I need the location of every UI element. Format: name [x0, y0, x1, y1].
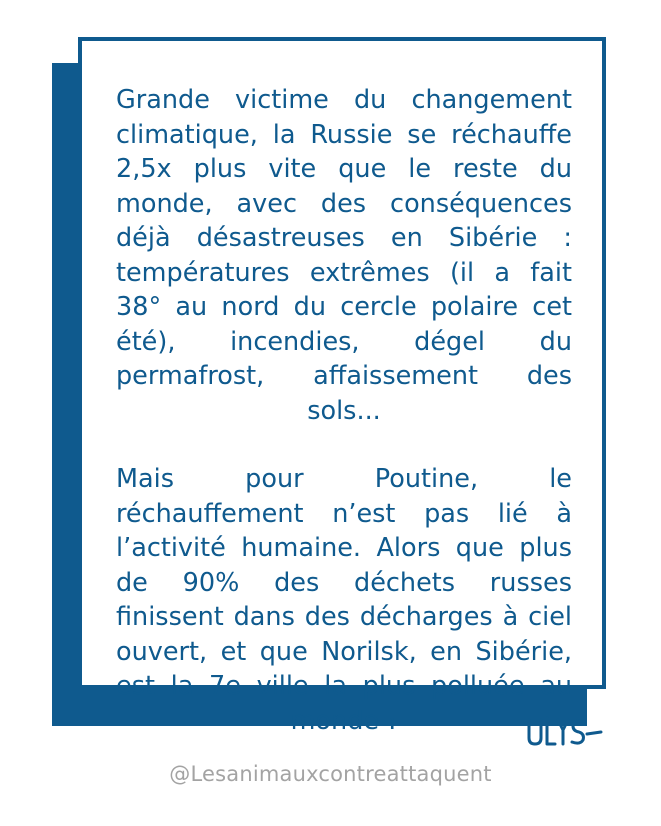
paragraph-putin: Mais pour Poutine, le réchauffement n’est pas lié à l’activité humaine. Alors que plus de 90% des déchets russes finissent dans des décharges à ciel ouvert, et que Norilsk, en Sibérie, est la 7e ville la plus polluée au monde ! — [116, 464, 572, 736]
paragraph-climate: Grande victime du changement climatique, la Russie se réchauffe 2,5x plus vite que le reste du monde, avec des conséquences déjà désastreuses en Sibérie : températures extrêmes (il a fait 38° au nord du cercle polaire cet été), incendies, dégel du permafrost, affaissement des sols... — [116, 85, 572, 426]
text-card — [78, 37, 606, 736]
social-handle: @Lesanimauxcontreattaquent — [169, 762, 492, 786]
signature-logo — [525, 712, 605, 752]
